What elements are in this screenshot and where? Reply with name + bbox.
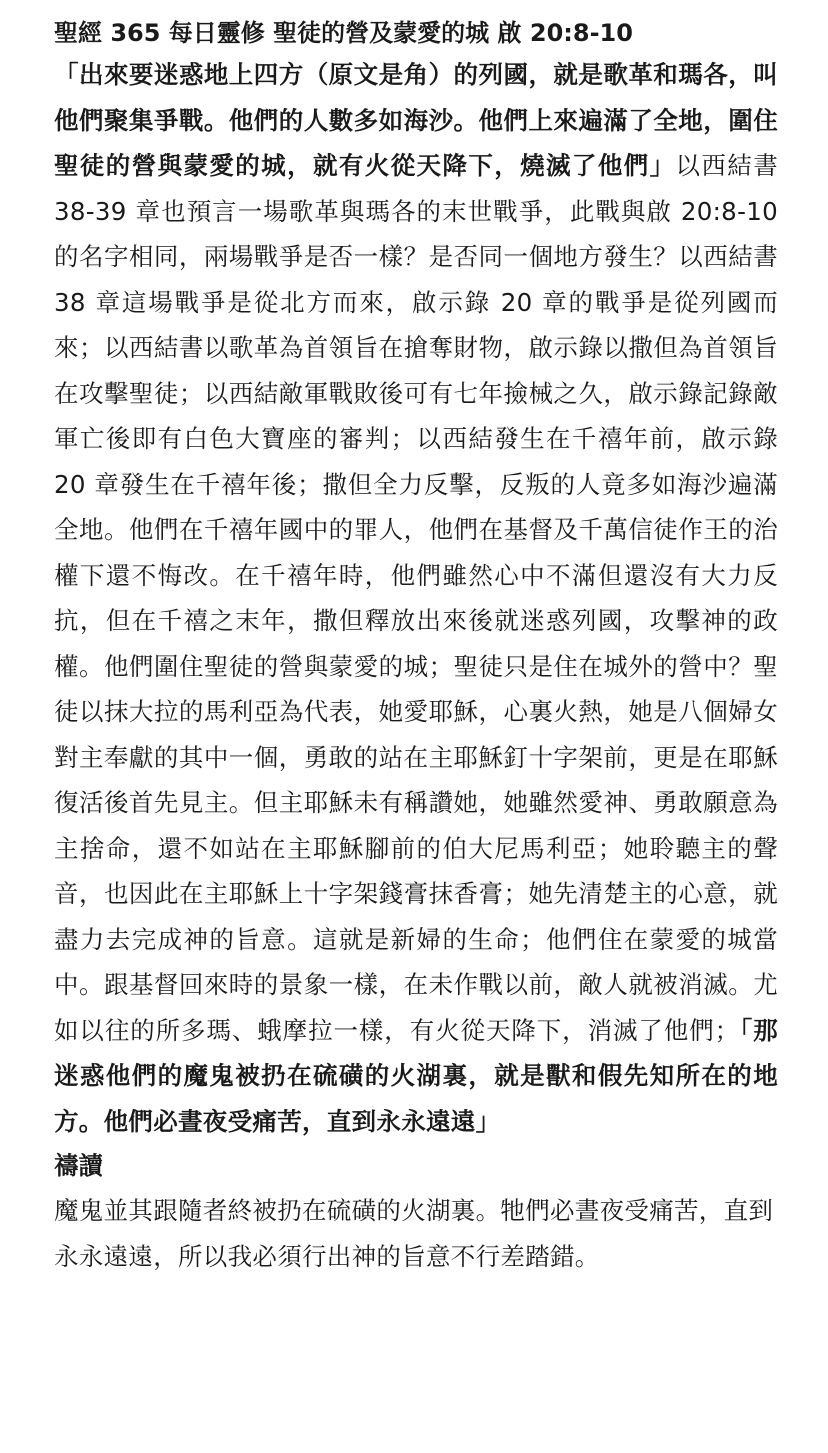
commentary-text: 以西結書 38-39 章也預言一場歌革與瑪各的末世戰爭，此戰與啟 20:8-10 的名字相同，兩場戰爭是否一樣？是否同一個地方發生？以西結書 38 章這場戰爭是從北方而來，啟示錄 20 章的戰爭是從列國而來；以西結書以歌革為首領旨在搶奪財物，啟示錄以撒但為首領旨在攻擊聖徒；以西結敵軍戰敗後可有七年撿械之久，啟示錄記錄敵軍亡後即有白色大寶座的審判；以西結發生在千禧年前，啟示錄 20 章發生在千禧年後；撒但全力反擊，反叛的人竟多如海沙遍滿全地。他們在千禧年國中的罪人，他們在基督及千萬信徒作王的治權下還不悔改。在千禧年時，他們雖然心中不滿但還沒有大力反抗，但在千禧之末年，撒但釋放出來後就迷惑列國，攻擊神的政權。他們圍住聖徒的營與蒙愛的城；聖徒只是住在城外的營中？聖徒以抹大拉的馬利亞為代表，她愛耶穌，心裏火熱，她是八個婦女對主奉獻的其中一個，勇敢的站在主耶穌釘十字架前，更是在耶穌復活後首先見主。但主耶穌未有稱讚她，她雖然愛神、勇敢願意為主捨命，還不如站在主耶穌腳前的伯大尼馬利亞；她聆聽主的聲音，也因此在主耶穌上十字架錢膏抹香膏；她先清楚主的心意，就盡力去完成神的旨意。這就是新婦的生命；他們住在蒙愛的城當中。跟基督回來時的景象一樣，在未作戰以前，敵人就被消滅。尤如以往的所多瑪、蛾摩拉一樣，有火從天降下，消滅了他們； bbox=[54, 151, 779, 1045]
devotional-title: 聖經 365 每日靈修 聖徒的營及蒙愛的城 啟 20:8-10 bbox=[54, 19, 633, 47]
scripture-quote-opening: 「出來要迷惑地上四方（原文是角）的列國，就是歌革和瑪各，叫他們聚集爭戰。他們的人數多如海沙。他們上來遍滿了全地，圍住聖徒的營與蒙愛的城，就有火從天降下，燒滅了他們」 bbox=[54, 60, 778, 180]
passage-body bbox=[54, 52, 778, 1144]
prayer-text: 魔鬼並其跟隨者終被扔在硫磺的火湖裏。牠們必晝夜受痛苦，直到永永遠遠，所以我必須行出神的旨意不行差踏錯。 bbox=[54, 1196, 774, 1271]
prayer-heading: 禱讀 bbox=[54, 1151, 103, 1180]
scripture-quote-closing: 「那迷惑他們的魔鬼被扔在硫磺的火湖裏，就是獸和假先知所在的地方。他們必晝夜受痛苦，直到永永遠遠」 bbox=[54, 1015, 778, 1136]
